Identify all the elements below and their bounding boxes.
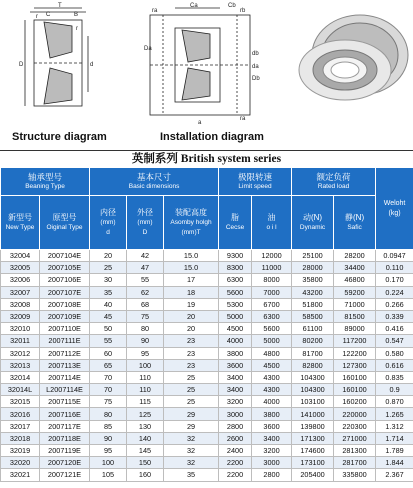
cell-inner: 90	[90, 432, 127, 444]
cell-new-type: 32018	[1, 432, 40, 444]
cell-weight: 0.339	[376, 310, 413, 322]
cell-static-load: 46800	[334, 274, 376, 286]
table-row	[1, 250, 413, 262]
cell-height: 25	[164, 396, 219, 408]
cell-new-type: 32009	[1, 310, 40, 322]
label-r1: r	[36, 14, 38, 20]
cell-dynamic-load: 173100	[292, 457, 334, 469]
cell-static-load: 59200	[334, 286, 376, 298]
cell-outer: 75	[127, 310, 164, 322]
installation-caption: Installation diagram	[160, 131, 264, 143]
cell-oil-speed: 4300	[252, 371, 292, 383]
cell-height: 35	[164, 469, 219, 481]
table-row	[1, 420, 413, 432]
cell-weight: 0.870	[376, 396, 413, 408]
label-ra: ra	[152, 8, 158, 14]
cell-static-load: 81500	[334, 310, 376, 322]
cell-original-type: 2007113E	[40, 359, 90, 371]
table-row	[1, 274, 413, 286]
header-inner-diameter: 内径 (mm) d	[90, 196, 127, 250]
label-D: D	[19, 62, 24, 68]
cell-original-type: 2007114E	[40, 371, 90, 383]
cell-static-load: 220300	[334, 420, 376, 432]
cell-height: 25	[164, 384, 219, 396]
cell-oil-speed: 7000	[252, 286, 292, 298]
table-row	[1, 371, 413, 383]
cell-original-type: 2007118E	[40, 432, 90, 444]
cell-oil-speed: 4000	[252, 396, 292, 408]
cell-height: 29	[164, 420, 219, 432]
cell-oil-speed: 5000	[252, 335, 292, 347]
table-row	[1, 469, 413, 481]
cell-oil-speed: 3400	[252, 432, 292, 444]
cell-weight: 0.547	[376, 335, 413, 347]
label-ra2: ra	[240, 116, 246, 122]
cell-weight: 1.789	[376, 445, 413, 457]
cell-grease-speed: 3200	[219, 396, 252, 408]
cell-original-type: 2007106E	[40, 274, 90, 286]
diagram-area	[0, 0, 413, 150]
cell-static-load: 127300	[334, 359, 376, 371]
label-C: C	[46, 12, 51, 18]
cell-new-type: 32010	[1, 323, 40, 335]
cell-new-type: 32004	[1, 250, 40, 262]
cell-inner: 40	[90, 298, 127, 310]
header-oil: 油 o i l	[252, 196, 292, 250]
cell-weight: 0.170	[376, 274, 413, 286]
cell-new-type: 32008	[1, 298, 40, 310]
cell-static-load: 220000	[334, 408, 376, 420]
label-r2: r	[76, 26, 78, 32]
cell-height: 25	[164, 371, 219, 383]
cell-inner: 70	[90, 371, 127, 383]
series-title: 英制系列 British system series	[0, 150, 413, 168]
cell-height: 20	[164, 310, 219, 322]
cell-weight: 0.266	[376, 298, 413, 310]
cell-dynamic-load: 82800	[292, 359, 334, 371]
cell-new-type: 32006	[1, 274, 40, 286]
cell-outer: 55	[127, 274, 164, 286]
cell-outer: 110	[127, 384, 164, 396]
cell-new-type: 32014	[1, 371, 40, 383]
cell-dynamic-load: 141000	[292, 408, 334, 420]
cell-grease-speed: 5600	[219, 286, 252, 298]
cell-oil-speed: 4300	[252, 384, 292, 396]
cell-height: 18	[164, 286, 219, 298]
label-a: a	[198, 120, 202, 126]
cell-grease-speed: 2800	[219, 420, 252, 432]
cell-inner: 70	[90, 384, 127, 396]
cell-inner: 60	[90, 347, 127, 359]
label-rb: rb	[240, 8, 246, 14]
cell-original-type: 2007104E	[40, 250, 90, 262]
cell-inner: 25	[90, 262, 127, 274]
cell-weight: 0.110	[376, 262, 413, 274]
cell-inner: 45	[90, 310, 127, 322]
cell-grease-speed: 2600	[219, 432, 252, 444]
cell-inner: 55	[90, 335, 127, 347]
cell-new-type: 32011	[1, 335, 40, 347]
table-row	[1, 347, 413, 359]
header-outer-diameter: 外径 (mm) D	[127, 196, 164, 250]
cell-oil-speed: 3000	[252, 457, 292, 469]
cell-outer: 95	[127, 347, 164, 359]
header-new-type: 新型号 New Type	[1, 196, 40, 250]
cell-dynamic-load: 35800	[292, 274, 334, 286]
table-row	[1, 457, 413, 469]
table-row	[1, 335, 413, 347]
cell-outer: 125	[127, 408, 164, 420]
cell-weight: 0.0947	[376, 250, 413, 262]
cell-original-type: 2007115E	[40, 396, 90, 408]
header-dynamic: 动(N) Dynamic	[292, 196, 334, 250]
cell-original-type: 2007110E	[40, 323, 90, 335]
cell-oil-speed: 8000	[252, 274, 292, 286]
cell-outer: 100	[127, 359, 164, 371]
cell-original-type: 2007119E	[40, 445, 90, 457]
cell-static-load: 271000	[334, 432, 376, 444]
cell-new-type: 32017	[1, 420, 40, 432]
cell-grease-speed: 9300	[219, 250, 252, 262]
cell-outer: 140	[127, 432, 164, 444]
cell-height: 32	[164, 457, 219, 469]
cell-grease-speed: 2200	[219, 469, 252, 481]
cell-grease-speed: 4500	[219, 323, 252, 335]
cell-oil-speed: 5600	[252, 323, 292, 335]
cell-weight: 1.265	[376, 408, 413, 420]
cell-new-type: 32007	[1, 286, 40, 298]
cell-oil-speed: 4800	[252, 347, 292, 359]
cell-new-type: 32014L	[1, 384, 40, 396]
cell-weight: 0.616	[376, 359, 413, 371]
cell-original-type: 2007108E	[40, 298, 90, 310]
header-static: 静(N) Safic	[334, 196, 376, 250]
cell-height: 23	[164, 335, 219, 347]
cell-outer: 115	[127, 396, 164, 408]
cell-original-type: 2007117E	[40, 420, 90, 432]
cell-dynamic-load: 103100	[292, 396, 334, 408]
cell-oil-speed: 6300	[252, 310, 292, 322]
cell-height: 17	[164, 274, 219, 286]
header-weight: Weloht (kg)	[376, 168, 413, 250]
cell-grease-speed: 3000	[219, 408, 252, 420]
cell-outer: 68	[127, 298, 164, 310]
cell-static-load: 160100	[334, 384, 376, 396]
cell-static-load: 34400	[334, 262, 376, 274]
cell-weight: 1.714	[376, 432, 413, 444]
cell-inner: 35	[90, 286, 127, 298]
cell-static-load: 28200	[334, 250, 376, 262]
cell-weight: 0.224	[376, 286, 413, 298]
label-Da: Da	[144, 46, 152, 52]
cell-height: 15.0	[164, 250, 219, 262]
label-db: db	[252, 51, 259, 57]
table-row	[1, 359, 413, 371]
cell-grease-speed: 4000	[219, 335, 252, 347]
cell-grease-speed: 2400	[219, 445, 252, 457]
cell-inner: 85	[90, 420, 127, 432]
table-row	[1, 286, 413, 298]
cell-inner: 80	[90, 408, 127, 420]
cell-oil-speed: 11000	[252, 262, 292, 274]
structure-diagram	[0, 0, 413, 130]
cell-outer: 145	[127, 445, 164, 457]
cell-weight: 2.367	[376, 469, 413, 481]
header-original-type: 原型号 Oiginal Type	[40, 196, 90, 250]
label-d: d	[90, 62, 94, 68]
cell-original-type: 2007116E	[40, 408, 90, 420]
table-row	[1, 396, 413, 408]
cell-dynamic-load: 58500	[292, 310, 334, 322]
cell-weight: 1.312	[376, 420, 413, 432]
cell-oil-speed: 2800	[252, 469, 292, 481]
table-row	[1, 298, 413, 310]
bearing-table	[0, 167, 413, 482]
cell-dynamic-load: 61100	[292, 323, 334, 335]
table-row	[1, 445, 413, 457]
cell-grease-speed: 3400	[219, 371, 252, 383]
cell-new-type: 32012	[1, 347, 40, 359]
label-Ca: Ca	[190, 3, 198, 9]
label-T: T	[58, 3, 62, 9]
cell-original-type: L2007114E	[40, 384, 90, 396]
cell-static-load: 281700	[334, 457, 376, 469]
cell-static-load: 117200	[334, 335, 376, 347]
header-limit-speed: 极限转速 Limit speed	[219, 168, 292, 196]
table-row	[1, 262, 413, 274]
cell-grease-speed: 6300	[219, 274, 252, 286]
cell-weight: 0.580	[376, 347, 413, 359]
cell-oil-speed: 4500	[252, 359, 292, 371]
cell-weight: 0.835	[376, 371, 413, 383]
cell-oil-speed: 3200	[252, 445, 292, 457]
table-row	[1, 408, 413, 420]
cell-dynamic-load: 104300	[292, 371, 334, 383]
cell-oil-speed: 3800	[252, 408, 292, 420]
cell-height: 23	[164, 359, 219, 371]
label-Cb: Cb	[228, 3, 236, 9]
cell-dynamic-load: 25100	[292, 250, 334, 262]
cell-new-type: 32021	[1, 469, 40, 481]
cell-new-type: 32015	[1, 396, 40, 408]
cell-original-type: 2007107E	[40, 286, 90, 298]
cell-outer: 150	[127, 457, 164, 469]
cell-outer: 110	[127, 371, 164, 383]
cell-static-load: 160200	[334, 396, 376, 408]
cell-new-type: 32013	[1, 359, 40, 371]
cell-dynamic-load: 28000	[292, 262, 334, 274]
cell-grease-speed: 2200	[219, 457, 252, 469]
header-grease: 脂 Cecse	[219, 196, 252, 250]
label-Db: Db	[252, 76, 260, 82]
cell-grease-speed: 8300	[219, 262, 252, 274]
cell-dynamic-load: 171300	[292, 432, 334, 444]
table-row	[1, 310, 413, 322]
cell-new-type: 32016	[1, 408, 40, 420]
cell-oil-speed: 12000	[252, 250, 292, 262]
cell-static-load: 335800	[334, 469, 376, 481]
cell-outer: 160	[127, 469, 164, 481]
table-row	[1, 323, 413, 335]
cell-height: 20	[164, 323, 219, 335]
cell-oil-speed: 6700	[252, 298, 292, 310]
cell-outer: 47	[127, 262, 164, 274]
table-row	[1, 384, 413, 396]
cell-inner: 65	[90, 359, 127, 371]
cell-inner: 105	[90, 469, 127, 481]
cell-height: 15.0	[164, 262, 219, 274]
cell-original-type: 2007120E	[40, 457, 90, 469]
cell-weight: 0.9	[376, 384, 413, 396]
header-rated-load: 额定负荷 Rated load	[292, 168, 376, 196]
cell-inner: 20	[90, 250, 127, 262]
cell-new-type: 32020	[1, 457, 40, 469]
cell-outer: 80	[127, 323, 164, 335]
cell-grease-speed: 3400	[219, 384, 252, 396]
cell-static-load: 160100	[334, 371, 376, 383]
cell-inner: 30	[90, 274, 127, 286]
cell-grease-speed: 5000	[219, 310, 252, 322]
cell-outer: 42	[127, 250, 164, 262]
cell-weight: 0.416	[376, 323, 413, 335]
cell-original-type: 2007109E	[40, 310, 90, 322]
cell-dynamic-load: 80200	[292, 335, 334, 347]
cell-dynamic-load: 81700	[292, 347, 334, 359]
cell-dynamic-load: 174600	[292, 445, 334, 457]
cell-oil-speed: 3600	[252, 420, 292, 432]
cell-inner: 75	[90, 396, 127, 408]
cell-dynamic-load: 51800	[292, 298, 334, 310]
cell-new-type: 32019	[1, 445, 40, 457]
header-bearing-type: 轴承型号 Beaning Type	[1, 168, 90, 196]
cell-grease-speed: 3600	[219, 359, 252, 371]
cell-static-load: 89000	[334, 323, 376, 335]
cell-original-type: 2007121E	[40, 469, 90, 481]
cell-weight: 1.844	[376, 457, 413, 469]
cell-grease-speed: 5300	[219, 298, 252, 310]
cell-height: 32	[164, 432, 219, 444]
cell-new-type: 32005	[1, 262, 40, 274]
bearing-photo	[299, 15, 408, 100]
cell-height: 32	[164, 445, 219, 457]
cell-grease-speed: 3800	[219, 347, 252, 359]
label-da: da	[252, 64, 259, 70]
cell-inner: 95	[90, 445, 127, 457]
cell-inner: 100	[90, 457, 127, 469]
cell-original-type: 2007105E	[40, 262, 90, 274]
cell-height: 23	[164, 347, 219, 359]
cell-original-type: 2007111E	[40, 335, 90, 347]
cell-inner: 50	[90, 323, 127, 335]
cell-outer: 62	[127, 286, 164, 298]
table-row	[1, 432, 413, 444]
cell-static-load: 122200	[334, 347, 376, 359]
cell-original-type: 2007112E	[40, 347, 90, 359]
structure-caption: Structure diagram	[12, 131, 107, 143]
label-B: B	[74, 12, 79, 18]
header-assembly-height: 装配高度 Asomby holgh (mm)T	[164, 196, 219, 250]
cell-static-load: 281300	[334, 445, 376, 457]
cell-dynamic-load: 205400	[292, 469, 334, 481]
header-basic-dimensions: 基本尺寸 Basic dimensions	[90, 168, 219, 196]
cell-dynamic-load: 139800	[292, 420, 334, 432]
cell-height: 19	[164, 298, 219, 310]
cell-outer: 90	[127, 335, 164, 347]
cell-outer: 130	[127, 420, 164, 432]
cell-static-load: 71000	[334, 298, 376, 310]
cell-height: 29	[164, 408, 219, 420]
cell-dynamic-load: 43200	[292, 286, 334, 298]
cell-dynamic-load: 104300	[292, 384, 334, 396]
